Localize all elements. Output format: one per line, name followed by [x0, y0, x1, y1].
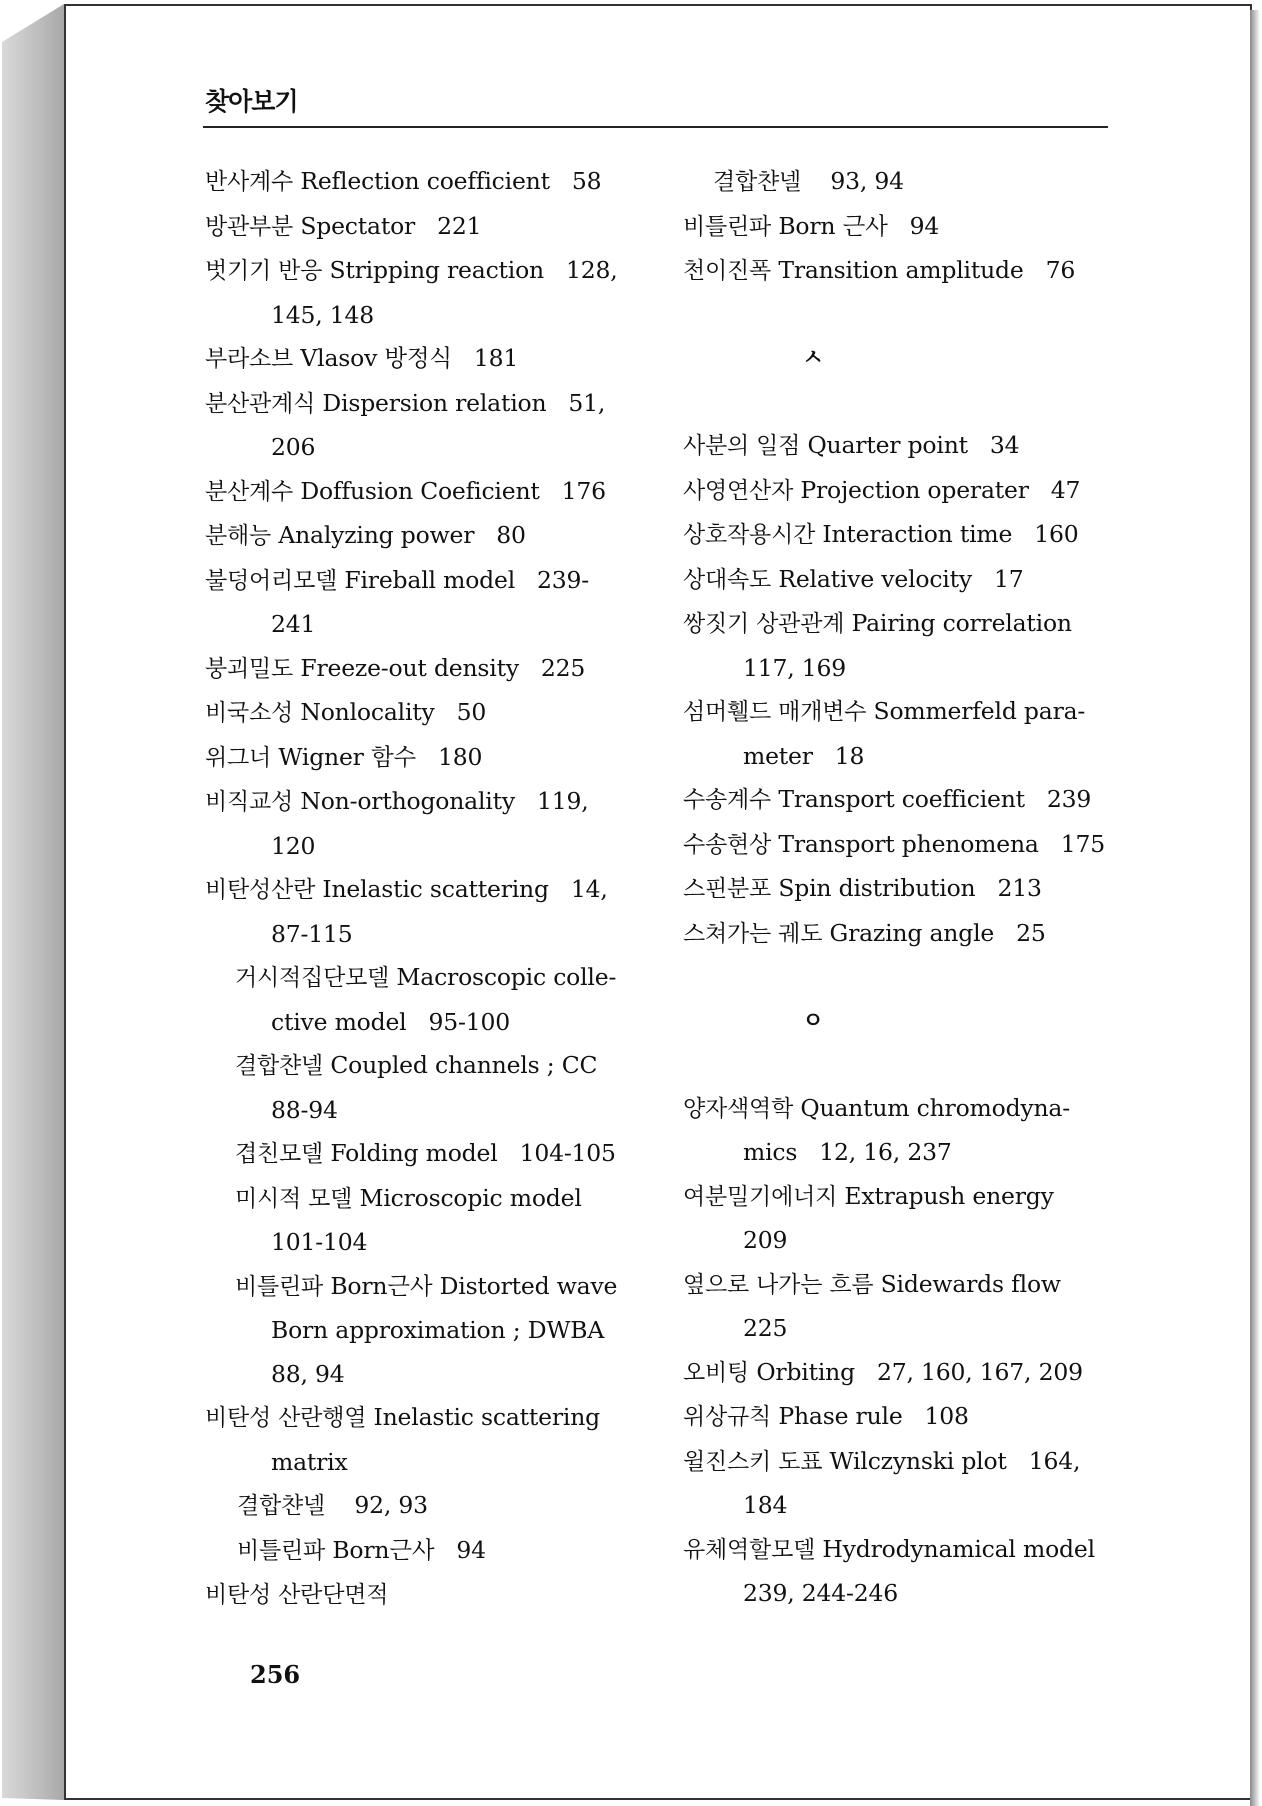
- index-entry: [205, 603, 645, 647]
- entry-english-term: meter: [743, 741, 813, 770]
- entry-page-ref: 119,: [536, 787, 589, 815]
- entry-korean-term: 쌍짓기 상관관계: [683, 611, 845, 637]
- entry-korean-term: 벗기기 반응: [205, 258, 323, 284]
- entry-page-ref: 160: [1034, 520, 1079, 548]
- entry-korean-term: 양자색역학: [683, 1095, 794, 1122]
- index-entry: [205, 1353, 645, 1397]
- section-letter: ㅅ: [802, 346, 824, 371]
- entry-english-term: Spectator: [300, 211, 416, 240]
- entry-english-term: Born approximation ; DWBA: [271, 1316, 605, 1344]
- index-entry: [683, 249, 1123, 294]
- entry-korean-term: 비국소성: [205, 700, 294, 726]
- entry-english-term: mics: [743, 1138, 798, 1166]
- entry-korean-term: 결합챤넬: [713, 169, 802, 195]
- entry-korean-term: 불덩어리모델: [205, 567, 338, 594]
- entry-page-ref: 94: [456, 1535, 486, 1564]
- blank-line: [683, 381, 1123, 425]
- index-entry: [205, 382, 645, 427]
- entry-english-term: Hydrodynamical model: [822, 1534, 1095, 1563]
- index-entry: [683, 690, 1123, 735]
- entry-page-ref: 50: [456, 698, 487, 726]
- entry-english-term: Fireball model: [344, 565, 516, 594]
- entry-korean-term: 결합챤넬: [235, 1053, 324, 1079]
- index-entry: [205, 470, 645, 515]
- index-column-left: [205, 160, 645, 1618]
- index-entry: [683, 1440, 1123, 1485]
- entry-english-term: Analyzing power: [278, 521, 475, 549]
- index-entry: [205, 294, 645, 338]
- entry-english-term: 101-104: [271, 1228, 368, 1256]
- index-entry: [683, 1307, 1123, 1351]
- index-entry: [205, 1573, 645, 1618]
- index-entry: [683, 867, 1123, 912]
- entry-english-term: Freeze-out density: [300, 653, 519, 682]
- entry-english-term: Interaction time: [822, 520, 1013, 548]
- book-spine-edge: [2, 4, 64, 1800]
- index-entry: [205, 1089, 645, 1133]
- index-entry: [683, 558, 1123, 603]
- blank-line: [683, 956, 1123, 1000]
- index-entry: [205, 1441, 645, 1485]
- index-entry: [683, 823, 1123, 868]
- entry-korean-term: 반사계수: [205, 169, 294, 195]
- index-entry: [683, 205, 1123, 250]
- index-entry: [205, 1484, 645, 1529]
- index-entry: [205, 691, 645, 736]
- entry-english-term: Born근사 Distorted wave: [330, 1271, 618, 1300]
- index-entry: [683, 1528, 1123, 1573]
- entry-korean-term: 여분밀기에너지: [683, 1183, 838, 1210]
- entry-english-term: Quarter point: [807, 431, 968, 459]
- entry-korean-term: 거시적집단모델: [235, 965, 390, 991]
- entry-korean-term: 스핀분포: [683, 876, 772, 902]
- index-entry: [683, 160, 1123, 205]
- entry-korean-term: 섬머휄드 매개변수: [683, 699, 867, 725]
- entry-korean-term: 비직교성: [205, 789, 294, 815]
- entry-english-term: Microscopic model: [359, 1183, 582, 1212]
- entry-page-ref: 92, 93: [354, 1491, 428, 1519]
- entry-english-term: Projection operater: [800, 475, 1029, 504]
- entry-korean-term: 분산관계식: [205, 390, 316, 417]
- entry-korean-term: 비탄성 산란행열: [205, 1405, 367, 1431]
- entry-english-term: 120: [271, 831, 316, 860]
- index-entry: [205, 647, 645, 692]
- index-entry: [205, 913, 645, 957]
- entry-korean-term: 결합챤넬: [237, 1493, 326, 1519]
- entry-korean-term: 비탄성산란: [205, 877, 316, 903]
- entry-page-ref: 18: [834, 741, 865, 770]
- index-entry: [205, 160, 645, 205]
- entry-page-ref: 180: [438, 742, 483, 771]
- entry-english-term: 117, 169: [743, 653, 847, 682]
- entry-page-ref: 128,: [565, 256, 618, 284]
- entry-english-term: Born근사: [332, 1535, 435, 1564]
- index-entry: [205, 736, 645, 781]
- entry-page-ref: 239: [1046, 785, 1092, 813]
- entry-korean-term: 붕괴밀도: [205, 655, 294, 682]
- entry-page-ref: 93, 94: [830, 167, 904, 195]
- entry-english-term: Inelastic scattering: [373, 1403, 600, 1431]
- entry-page-ref: 95-100: [428, 1007, 510, 1036]
- entry-page-ref: 175: [1060, 829, 1105, 858]
- entry-korean-term: 겹친모델: [235, 1141, 324, 1167]
- index-entry: [205, 1132, 645, 1177]
- entry-page-ref: 108: [924, 1402, 969, 1430]
- entry-english-term: Extrapush energy: [844, 1181, 1054, 1210]
- entry-page-ref: 164,: [1028, 1446, 1081, 1475]
- index-entry: [683, 513, 1123, 558]
- entry-english-term: Reflection coefficient: [300, 167, 550, 195]
- index-entry: [205, 1177, 645, 1222]
- page-number: 256: [250, 1660, 301, 1689]
- entry-english-term: Pairing correlation: [851, 609, 1072, 637]
- entry-korean-term: 비탄성 산란단면적: [205, 1582, 389, 1608]
- entry-english-term: Dispersion relation: [322, 388, 547, 417]
- index-entry: [205, 337, 645, 382]
- index-entry: [683, 647, 1123, 691]
- entry-page-ref: 34: [989, 431, 1020, 459]
- entry-english-term: Born 근사: [778, 211, 888, 240]
- entry-english-term: 184: [743, 1491, 788, 1519]
- entry-english-term: 209: [743, 1226, 788, 1254]
- index-entry: [683, 735, 1123, 779]
- entry-english-term: Sidewards flow: [880, 1269, 1061, 1298]
- entry-english-term: 239, 244-246: [743, 1579, 899, 1607]
- index-entry: [205, 205, 645, 250]
- entry-english-term: Coupled channels ; CC: [330, 1051, 598, 1079]
- blank-line: [683, 1043, 1123, 1087]
- index-column-right: [683, 160, 1123, 1616]
- entry-english-term: Vlasov 방정식: [300, 344, 452, 372]
- entry-korean-term: 미시적 모델: [235, 1185, 353, 1212]
- header-rule: [203, 126, 1108, 128]
- entry-english-term: Doffusion Coeficient: [300, 476, 540, 505]
- entry-english-term: Nonlocality: [300, 698, 435, 726]
- entry-page-ref: 213: [997, 874, 1042, 902]
- entry-korean-term: 옆으로 나가는 흐름: [683, 1271, 874, 1298]
- index-entry: [205, 249, 645, 294]
- entry-page-ref: 17: [993, 564, 1024, 593]
- entry-english-term: Phase rule: [778, 1402, 903, 1430]
- entry-english-term: Grazing angle: [829, 918, 995, 947]
- entry-english-term: 145, 148: [271, 300, 375, 329]
- index-entry: [683, 1572, 1123, 1616]
- entry-korean-term: 오비팅: [683, 1359, 750, 1386]
- index-entry: [683, 912, 1123, 957]
- entry-korean-term: 분산계수: [205, 478, 294, 505]
- entry-korean-term: 부라소브: [205, 346, 294, 372]
- entry-page-ref: 221: [437, 211, 482, 240]
- entry-korean-term: 비틀린파: [235, 1273, 324, 1300]
- entry-korean-term: 상호작용시간: [683, 522, 816, 548]
- entry-english-term: Wigner 함수: [278, 742, 416, 771]
- index-entry: [205, 1265, 645, 1310]
- index-entry: [205, 1221, 645, 1265]
- index-entry: [205, 426, 645, 470]
- entry-english-term: Transport phenomena: [778, 829, 1039, 858]
- entry-korean-term: 분해능: [205, 523, 272, 549]
- entry-page-ref: 14,: [570, 875, 608, 903]
- index-entry: [683, 1351, 1123, 1396]
- index-entry: [683, 1484, 1123, 1528]
- index-entry: [205, 868, 645, 913]
- index-entry: [205, 825, 645, 869]
- entry-english-term: Transport coefficient: [778, 785, 1025, 813]
- entry-korean-term: 천이진폭: [683, 258, 772, 284]
- entry-page-ref: 47: [1050, 475, 1081, 504]
- index-entry: [683, 778, 1123, 823]
- entry-english-term: 241: [271, 610, 316, 638]
- index-entry: [205, 1309, 645, 1353]
- entry-korean-term: 비틀린파: [683, 213, 772, 240]
- section-letter: ㅇ: [802, 1008, 824, 1034]
- entry-page-ref: 76: [1045, 256, 1076, 284]
- entry-page-ref: 12, 16, 237: [819, 1138, 952, 1166]
- index-entry: [683, 1175, 1123, 1220]
- index-entry: [205, 1396, 645, 1441]
- entry-english-term: 88-94: [271, 1095, 338, 1124]
- entry-english-term: Sommerfeld para-: [873, 697, 1086, 725]
- running-head: 찾아보기: [205, 87, 298, 116]
- entry-korean-term: 사영연산자: [683, 477, 794, 504]
- entry-korean-term: 위그너: [205, 744, 272, 771]
- index-entry: [205, 780, 645, 825]
- index-entry: [205, 1529, 645, 1574]
- entry-korean-term: 수송계수: [683, 787, 772, 813]
- entry-english-term: Transition amplitude: [778, 256, 1024, 284]
- blank-line: [683, 294, 1123, 338]
- entry-page-ref: 176: [561, 476, 606, 505]
- index-entry: [683, 424, 1123, 469]
- entry-korean-term: 상대속도: [683, 566, 772, 593]
- entry-page-ref: 80: [496, 521, 526, 549]
- entry-page-ref: 58: [571, 167, 602, 195]
- index-entry: [683, 1131, 1123, 1175]
- entry-korean-term: 스쳐가는 궤도: [683, 920, 823, 947]
- page-shadow: [1250, 10, 1260, 1806]
- index-entry: [683, 602, 1123, 647]
- entry-page-ref: 51,: [568, 388, 606, 417]
- entry-korean-term: 위상규칙: [683, 1404, 772, 1430]
- entry-korean-term: 사분의 일점: [683, 433, 801, 459]
- index-entry: [683, 1263, 1123, 1308]
- index-entry: [683, 1395, 1123, 1440]
- entry-page-ref: 225: [540, 653, 586, 682]
- index-entry: [205, 1001, 645, 1045]
- entry-english-term: Non-orthogonality: [300, 787, 515, 815]
- entry-english-term: Wilczynski plot: [829, 1446, 1007, 1475]
- index-entry: [205, 559, 645, 604]
- entry-english-term: Orbiting: [756, 1357, 855, 1386]
- entry-english-term: Folding model: [330, 1139, 498, 1167]
- index-entry: [683, 1219, 1123, 1263]
- index-entry: [205, 956, 645, 1001]
- entry-english-term: 206: [271, 433, 316, 461]
- index-entry: [683, 469, 1123, 514]
- entry-page-ref: 94: [909, 211, 940, 240]
- entry-page-ref: 27, 160, 167, 209: [876, 1357, 1083, 1386]
- entry-english-term: Macroscopic colle-: [396, 963, 617, 991]
- entry-english-term: 225: [743, 1314, 788, 1342]
- entry-english-term: matrix: [271, 1447, 348, 1476]
- index-entry: [205, 514, 645, 559]
- entry-english-term: Inelastic scattering: [322, 875, 549, 903]
- entry-korean-term: 비틀린파: [237, 1537, 326, 1564]
- entry-page-ref: 104-105: [519, 1139, 616, 1167]
- entry-english-term: Relative velocity: [778, 564, 972, 593]
- index-entry: [683, 1087, 1123, 1132]
- entry-english-term: Quantum chromodyna-: [800, 1093, 1070, 1122]
- entry-english-term: 88, 94: [271, 1359, 345, 1388]
- entry-page-ref: 239-: [537, 565, 590, 594]
- entry-english-term: Stripping reaction: [329, 256, 544, 284]
- entry-english-term: ctive model: [271, 1007, 407, 1036]
- entry-korean-term: 유체역할모델: [683, 1536, 816, 1563]
- entry-korean-term: 윌진스키 도표: [683, 1448, 823, 1475]
- entry-korean-term: 수송현상: [683, 831, 772, 858]
- entry-korean-term: 방관부분: [205, 213, 294, 240]
- entry-english-term: 87-115: [271, 919, 353, 948]
- entry-english-term: Spin distribution: [778, 874, 976, 902]
- entry-page-ref: 25: [1016, 918, 1046, 947]
- index-entry: [205, 1044, 645, 1089]
- entry-page-ref: 181: [473, 344, 519, 372]
